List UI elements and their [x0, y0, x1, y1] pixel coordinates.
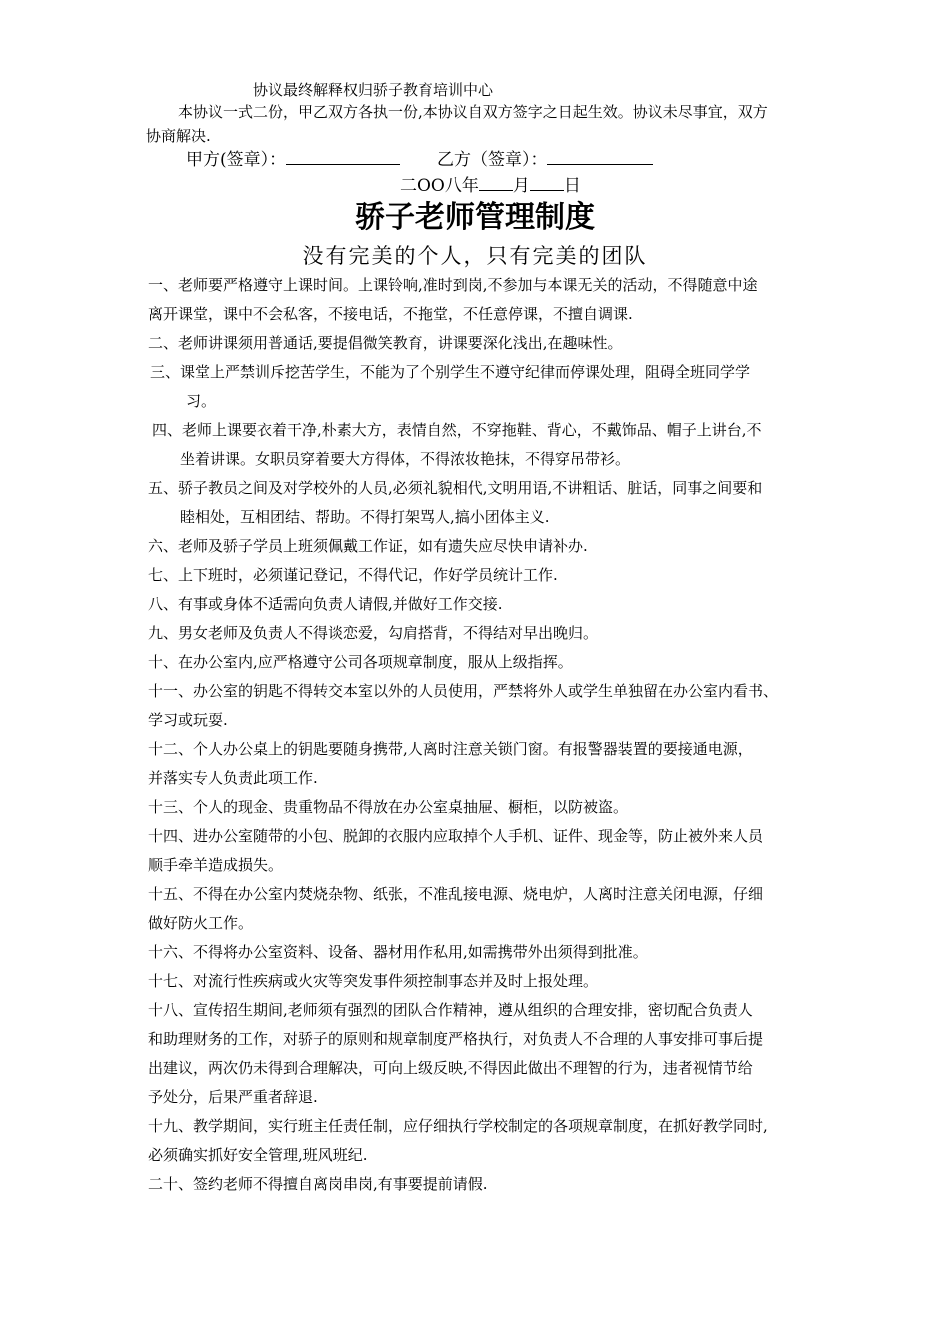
rule-line: 五、骄子教员之间及对学校外的人员,必须礼貌相代,文明用语,不讲粗话、脏话，同事之间要和: [148, 479, 763, 497]
page-subtitle: 没有完美的个人，只有完美的团队: [302, 244, 648, 268]
party-b-label: 乙方（签章）：: [436, 150, 548, 170]
rule-line: 九、男女老师及负责人不得谈恋爱，勾肩搭背，不得结对早出晚归。: [148, 624, 599, 642]
signature-line: [186, 148, 653, 171]
rights-statement: 协议最终解释权归骄子教育培训中心: [253, 81, 494, 99]
rule-line: 坐着讲课。女职员穿着要大方得体，不得浓妆艳抹，不得穿吊带衫。: [180, 450, 631, 468]
rule-line: 二、老师讲课须用普通话,要提倡微笑教育，讲课要深化浅出,在趣味性。: [148, 334, 623, 352]
date-day-label: 日: [563, 176, 581, 196]
rule-line: 十、在办公室内,应严格遵守公司各项规章制度，服从上级指挥。: [148, 653, 573, 671]
rule-line: 出建议，两次仍未得到合理解决，可向上级反映,不得因此做出不理智的行为，违者视情节给: [148, 1059, 753, 1077]
rule-line: 十三、个人的现金、贵重物品不得放在办公室桌抽屉、橱柜，以防被盗。: [148, 798, 629, 816]
rule-line: 七、上下班时，必须谨记登记，不得代记，作好学员统计工作.: [148, 566, 558, 584]
rule-line: 二十、签约老师不得擅自离岗串岗,有事要提前请假.: [148, 1175, 488, 1193]
rule-line: 学习或玩耍.: [148, 711, 228, 729]
rule-line: 十四、进办公室随带的小包、脱卸的衣服内应取掉个人手机、证件、现金等，防止被外来人员: [148, 827, 764, 845]
party-b-signature-blank[interactable]: [547, 148, 653, 165]
rule-line: 并落实专人负责此项工作.: [148, 769, 318, 787]
date-line: [400, 174, 581, 197]
rule-line: 予处分，后果严重者辞退.: [148, 1088, 318, 1106]
rule-line: 十一、办公室的钥匙不得转交本室以外的人员使用，严禁将外人或学生单独留在办公室内看书、: [148, 682, 779, 700]
rule-line: 一、老师要严格遵守上课时间。上课铃响,准时到岗,不参加与本课无关的活动，不得随意中途: [148, 276, 758, 294]
rule-line: 顺手牵羊造成损失。: [148, 856, 284, 874]
rule-line: 习。: [186, 392, 217, 410]
rule-line: 十二、个人办公桌上的钥匙要随身携带,人离时注意关锁门窗。有报警器装置的要接通电源，: [148, 740, 753, 758]
party-a-label: 甲方(签章）：: [186, 150, 287, 170]
agreement-text-line-1: 本协议一式二份，甲乙双方各执一份,本协议自双方签字之日起生效。协议未尽事宜，双方: [178, 103, 768, 121]
rule-line: 六、老师及骄子学员上班须佩戴工作证，如有遗失应尽快申请补办.: [148, 537, 588, 555]
rule-line: 十五、不得在办公室内焚烧杂物、纸张，不准乱接电源、烧电炉，人离时注意关闭电源，仔细: [148, 885, 764, 903]
rule-line: 十七、对流行性疾病或火灾等突发事件须控制事态并及时上报处理。: [148, 972, 599, 990]
rule-line: 三、课堂上严禁训斥挖苦学生，不能为了个别学生不遵守纪律而停课处理，阻碍全班同学学: [150, 363, 751, 381]
date-month-label: 月: [512, 176, 530, 196]
rule-line: 八、有事或身体不适需向负责人请假,并做好工作交接.: [148, 595, 503, 613]
rule-line: 和助理财务的工作，对骄子的原则和规章制度严格执行，对负责人不合理的人事安排可事后提: [148, 1030, 764, 1048]
day-blank[interactable]: [530, 174, 564, 191]
rule-line: 十六、不得将办公室资料、设备、器材用作私用,如需携带外出须得到批准。: [148, 943, 648, 961]
party-a-signature-blank[interactable]: [286, 148, 400, 165]
page-title: 骄子老师管理制度: [355, 200, 595, 235]
agreement-text-line-2: 协商解决.: [146, 127, 211, 145]
rule-line: 做好防火工作。: [148, 914, 254, 932]
date-year: 二OO八年: [400, 176, 479, 196]
rule-line: 四、老师上课要衣着干净,朴素大方，表情自然，不穿拖鞋、背心，不戴饰品、帽子上讲台,不: [152, 421, 762, 439]
rule-line: 离开课堂，课中不会私客，不接电话，不拖堂，不任意停课，不擅自调课.: [148, 305, 633, 323]
rule-line: 睦相处，互相团结、帮助。不得打架骂人,搞小团体主义.: [180, 508, 550, 526]
rule-line: 十八、宣传招生期间,老师须有强烈的团队合作精神，遵从组织的合理安排，密切配合负责人: [148, 1001, 753, 1019]
rule-line: 十九、教学期间，实行班主任责任制，应仔细执行学校制定的各项规章制度，在抓好教学同时,: [148, 1117, 768, 1135]
month-blank[interactable]: [479, 174, 513, 191]
rule-line: 必须确实抓好安全管理,班风班纪.: [148, 1146, 368, 1164]
